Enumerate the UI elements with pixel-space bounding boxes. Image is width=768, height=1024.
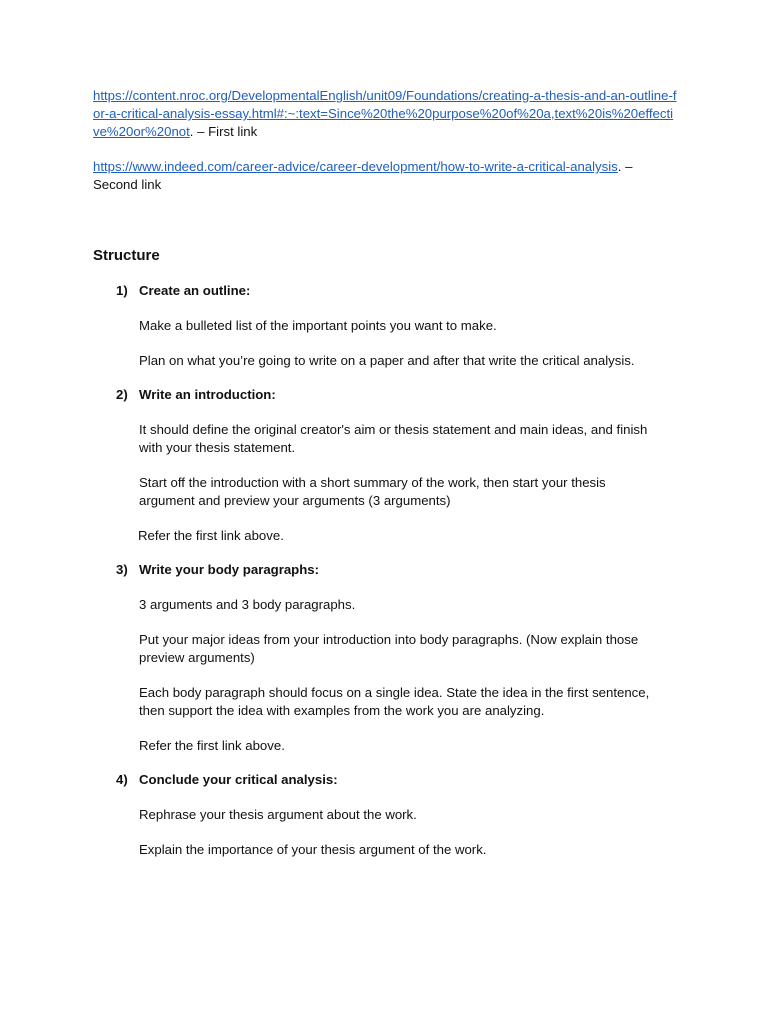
list-item: [93, 282, 678, 370]
list-item-title: Conclude your critical analysis:: [139, 772, 338, 787]
first-link[interactable]: https://content.nroc.org/DevelopmentalEnglish/unit09/Foundations/creating-a-thesis-and-an-outline-for-a-critical-analysis-essay.html#:~:text=Since%20the%20purpose%20of%20a,text%20is%20effective%20or%20not: [93, 88, 677, 139]
list-item-number: 4): [116, 772, 128, 787]
first-link-paragraph: [93, 87, 678, 141]
list-item-title: Write your body paragraphs:: [139, 562, 320, 577]
section-heading: Structure: [93, 247, 160, 264]
document-page: [93, 87, 678, 872]
list-item-paragraph: Put your major ideas from your introduction into body paragraphs. (Now explain those preview arguments): [139, 632, 639, 665]
second-link-paragraph: [93, 158, 678, 194]
list-item-number: 2): [116, 387, 128, 402]
list-item-title: Write an introduction:: [139, 387, 276, 402]
list-item: [93, 386, 678, 545]
first-link-suffix: . – First link: [189, 124, 258, 139]
list-item-paragraph: Refer the first link above.: [138, 528, 284, 543]
list-item-paragraph: It should define the original creator's aim or thesis statement and main ideas, and finish with your thesis statement.: [139, 422, 648, 455]
list-item-paragraph: Refer the first link above.: [139, 738, 285, 753]
second-link[interactable]: https://www.indeed.com/career-advice/career-development/how-to-write-a-critical-analysis: [93, 159, 618, 174]
list-item-paragraph: Explain the importance of your thesis argument of the work.: [139, 842, 487, 857]
list-item-paragraph: Each body paragraph should focus on a single idea. State the idea in the first sentence, then support the idea with examples from the work you are analyzing.: [139, 685, 650, 718]
list-item-paragraph: Start off the introduction with a short summary of the work, then start your thesis argument and preview your arguments (3 arguments): [139, 475, 606, 508]
list-item-number: 3): [116, 562, 128, 577]
list-item-paragraph: 3 arguments and 3 body paragraphs.: [139, 597, 356, 612]
second-link-suffix: . – Second link: [93, 159, 633, 192]
list-item: [93, 561, 678, 755]
list-item-title: Create an outline:: [139, 283, 251, 298]
list-item-number: 1): [116, 283, 128, 298]
list-item-paragraph: Plan on what you’re going to write on a paper and after that write the critical analysis.: [139, 353, 635, 368]
list-item: [93, 771, 678, 859]
list-item-paragraph: Rephrase your thesis argument about the work.: [139, 807, 417, 822]
list-item-paragraph: Make a bulleted list of the important points you want to make.: [139, 318, 497, 333]
